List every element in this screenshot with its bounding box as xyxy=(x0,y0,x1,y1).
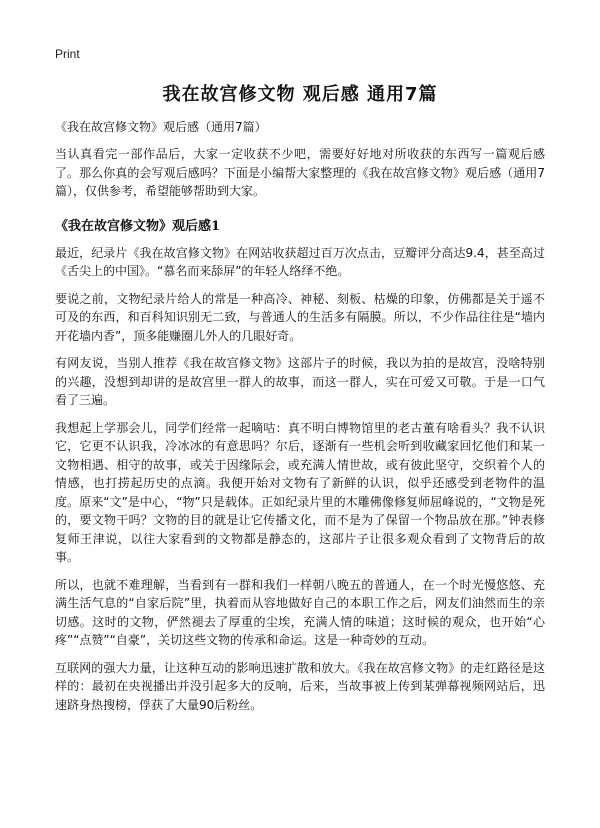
document-body xyxy=(55,118,545,723)
body-paragraph: 最近，纪录片《我在故宫修文物》在网站收获超过百万次点击，豆瓣评分高达9.4，甚至高过《舌尖上的中国》。“慕名而来舔屏”的年轻人络绎不绝。 xyxy=(55,245,545,278)
body-paragraph: 所以，也就不难理解，当看到有一群和我们一样朝八晚五的普通人，在一个时光慢悠悠、充满生活气息的“自家后院”里，执着而从容地做好自己的本职工作之后，网友们油然而生的亲切感。这时的文物，俨然褪去了厚重的尘埃，充满人情的味道；这时候的观众，也开始“心疼”“点赞”“自豪”，关切这些文物的传承和命运。这是一种奇妙的互动。 xyxy=(55,577,545,647)
body-paragraph: 要说之前，文物纪录片给人的常是一种高冷、神秘、刻板、枯燥的印象，仿佛都是关于遥不可及的东西，和百科知识别无二致，与普通人的生活多有隔膜。所以，不少作品往往是“墙内开花墙内香”，顶多能赚圈儿外人的几眼好奇。 xyxy=(55,291,545,343)
body-paragraph: 我想起上学那会儿，同学们经常一起嘀咕：真不明白博物馆里的老古董有啥看头？我不认识它，它更不认识我，冷冰冰的有意思吗？尔后，逐渐有一些机会听到收藏家回忆他们和某一文物相遇、相守的故事，或关于因缘际会，或充满人情世故，或有彼此坚守，交织着个人的情感，也打捞起历史的点滴。我便开始对文物有了新鲜的认识，似乎还感受到老物件的温度。原来“文”是中心，“物”只是载体。正如纪录片里的木雕佛像修复师屈峰说的，“文物是死的，要文物干吗？文物的目的就是让它传播文化，而不是为了保留一个物品放在那。”钟表修复师王津说，以往大家看到的文物都是静态的，这部片子让很多观众看到了文物背后的故事。 xyxy=(55,420,545,564)
body-paragraph: 互联网的强大力量，让这种互动的影响迅速扩散和放大。《我在故宫修文物》的走红路径是这样的：最初在央视播出并没引起多大的反响，后来，当故事被上传到某弹幕视频网站后，迅速跻身热搜榜，俘获了大量90后粉丝。 xyxy=(55,660,545,712)
intro-paragraph: 当认真看完一部作品后，大家一定收获不少吧，需要好好地对所收获的东西写一篇观后感了。那么你真的会写观后感吗？下面是小编帮大家整理的《我在故宫修文物》观后感（通用7篇），仅供参考，希望能够帮助到大家。 xyxy=(55,147,545,198)
body-paragraph: 有网友说，当别人推荐《我在故宫修文物》这部片子的时候，我以为拍的是故宫，没啥特别的兴趣，没想到却讲的是故宫里一群人的故事，而这一群人，实在可爱又可敬。于是一口气看了三遍。 xyxy=(55,356,545,407)
section-heading: 《我在故宫修文物》观后感1 xyxy=(55,218,221,234)
document-title: 我在故宫修文物 观后感 通用7篇 xyxy=(162,84,438,105)
print-link[interactable]: Print xyxy=(55,47,80,61)
document-subtitle: 《我在故宫修文物》观后感（通用7篇） xyxy=(55,120,267,134)
